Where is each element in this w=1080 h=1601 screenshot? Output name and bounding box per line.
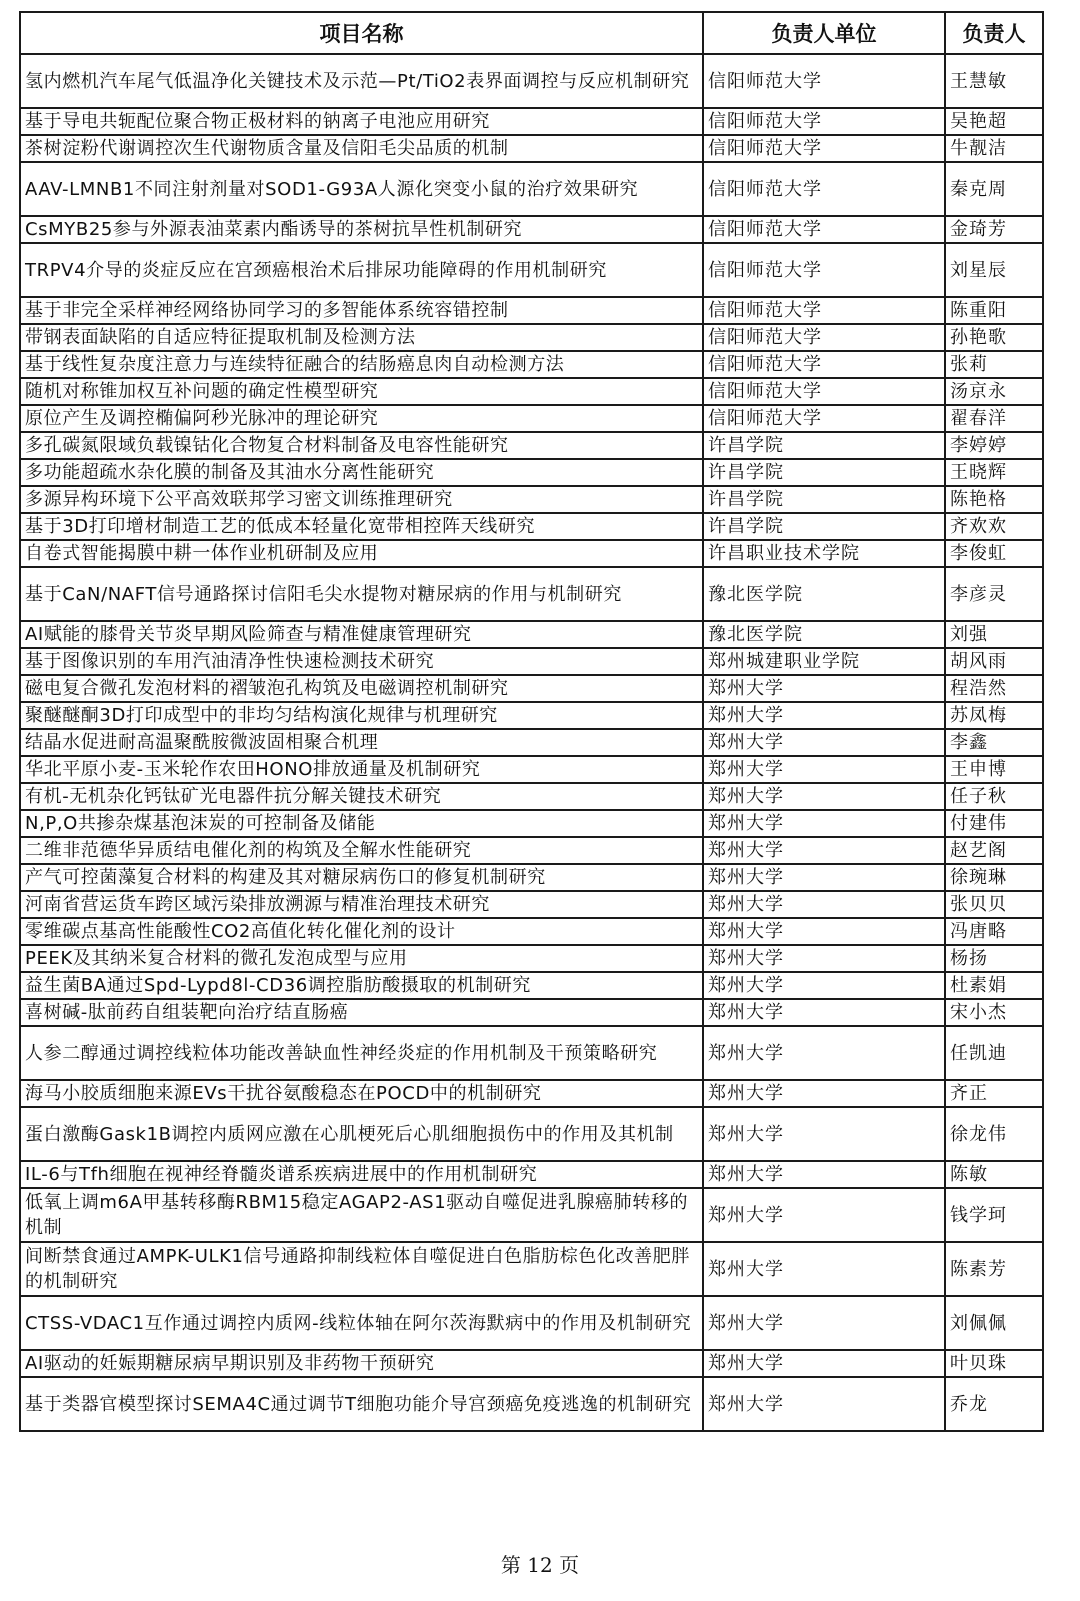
- cell-project-name: TRPV4介导的炎症反应在宫颈癌根治术后排尿功能障碍的作用机制研究: [20, 243, 703, 297]
- table-row: [20, 243, 1043, 297]
- cell-unit: 信阳师范大学: [703, 297, 945, 324]
- cell-unit: 郑州大学: [703, 810, 945, 837]
- table-row: [20, 1026, 1043, 1080]
- table-row: [20, 54, 1043, 108]
- cell-person: 汤京永: [945, 378, 1043, 405]
- cell-unit: 郑州大学: [703, 891, 945, 918]
- cell-unit: 郑州大学: [703, 1161, 945, 1188]
- cell-project-name: 有机-无机杂化钙钛矿光电器件抗分解关键技术研究: [20, 783, 703, 810]
- table-row: [20, 351, 1043, 378]
- cell-project-name: 河南省营运货车跨区域污染排放溯源与精准治理技术研究: [20, 891, 703, 918]
- cell-project-name: 二维非范德华异质结电催化剂的构筑及全解水性能研究: [20, 837, 703, 864]
- cell-unit: 郑州大学: [703, 1188, 945, 1242]
- cell-person: 刘佩佩: [945, 1296, 1043, 1350]
- table-row: [20, 297, 1043, 324]
- cell-unit: 郑州大学: [703, 729, 945, 756]
- cell-person: 杜素娟: [945, 972, 1043, 999]
- table-row: [20, 405, 1043, 432]
- table-row: [20, 135, 1043, 162]
- cell-person: 付建伟: [945, 810, 1043, 837]
- cell-project-name: 基于图像识别的车用汽油清净性快速检测技术研究: [20, 648, 703, 675]
- cell-person: 徐龙伟: [945, 1107, 1043, 1161]
- table-row: [20, 729, 1043, 756]
- cell-person: 宋小杰: [945, 999, 1043, 1026]
- cell-unit: 郑州大学: [703, 918, 945, 945]
- cell-person: 任凯迪: [945, 1026, 1043, 1080]
- cell-unit: 郑州大学: [703, 1107, 945, 1161]
- cell-person: 徐琬琳: [945, 864, 1043, 891]
- table-row: [20, 1107, 1043, 1161]
- table-row: [20, 1242, 1043, 1296]
- cell-project-name: 茶树淀粉代谢调控次生代谢物质含量及信阳毛尖品质的机制: [20, 135, 703, 162]
- cell-project-name: 华北平原小麦-玉米轮作农田HONO排放通量及机制研究: [20, 756, 703, 783]
- table-row: [20, 540, 1043, 567]
- table-row: [20, 324, 1043, 351]
- cell-project-name: N,P,O共掺杂煤基泡沫炭的可控制备及储能: [20, 810, 703, 837]
- cell-unit: 郑州大学: [703, 1296, 945, 1350]
- cell-project-name: PEEK及其纳米复合材料的微孔发泡成型与应用: [20, 945, 703, 972]
- cell-unit: 信阳师范大学: [703, 216, 945, 243]
- cell-unit: 郑州大学: [703, 1350, 945, 1377]
- table-row: [20, 162, 1043, 216]
- cell-person: 刘强: [945, 621, 1043, 648]
- cell-person: 齐欢欢: [945, 513, 1043, 540]
- cell-person: 叶贝珠: [945, 1350, 1043, 1377]
- cell-person: 陈敏: [945, 1161, 1043, 1188]
- cell-person: 李彦灵: [945, 567, 1043, 621]
- header-unit: 负责人单位: [703, 12, 945, 54]
- table-body: [20, 54, 1043, 1431]
- cell-project-name: 多源异构环境下公平高效联邦学习密文训练推理研究: [20, 486, 703, 513]
- cell-person: 苏凤梅: [945, 702, 1043, 729]
- cell-project-name: 基于线性复杂度注意力与连续特征融合的结肠癌息肉自动检测方法: [20, 351, 703, 378]
- table-row: [20, 1161, 1043, 1188]
- cell-unit: 信阳师范大学: [703, 54, 945, 108]
- table-row: [20, 486, 1043, 513]
- cell-unit: 郑州大学: [703, 999, 945, 1026]
- cell-project-name: 基于3D打印增材制造工艺的低成本轻量化宽带相控阵天线研究: [20, 513, 703, 540]
- header-person: 负责人: [945, 12, 1043, 54]
- table-row: [20, 216, 1043, 243]
- project-table: [19, 11, 1044, 1432]
- table-row: [20, 1377, 1043, 1431]
- cell-person: 刘星辰: [945, 243, 1043, 297]
- cell-project-name: 基于类器官模型探讨SEMA4C通过调节T细胞功能介导宫颈癌免疫逃逸的机制研究: [20, 1377, 703, 1431]
- table-row: [20, 108, 1043, 135]
- cell-unit: 郑州大学: [703, 675, 945, 702]
- table-row: [20, 1188, 1043, 1242]
- cell-project-name: 基于CaN/NAFT信号通路探讨信阳毛尖水提物对糖尿病的作用与机制研究: [20, 567, 703, 621]
- cell-project-name: 益生菌BA通过Spd-Lypd8l-CD36调控脂肪酸摄取的机制研究: [20, 972, 703, 999]
- table-row: [20, 810, 1043, 837]
- table-row: [20, 999, 1043, 1026]
- cell-project-name: 多孔碳氮限域负载镍钴化合物复合材料制备及电容性能研究: [20, 432, 703, 459]
- cell-project-name: IL-6与Tfh细胞在视神经脊髓炎谱系疾病进展中的作用机制研究: [20, 1161, 703, 1188]
- cell-unit: 信阳师范大学: [703, 324, 945, 351]
- cell-unit: 许昌学院: [703, 459, 945, 486]
- cell-unit: 信阳师范大学: [703, 243, 945, 297]
- table-row: [20, 567, 1043, 621]
- cell-unit: 许昌职业技术学院: [703, 540, 945, 567]
- cell-project-name: CsMYB25参与外源表油菜素内酯诱导的茶树抗旱性机制研究: [20, 216, 703, 243]
- cell-project-name: 间断禁食通过AMPK-ULK1信号通路抑制线粒体自噬促进白色脂肪棕色化改善肥胖的机制研究: [20, 1242, 703, 1296]
- cell-unit: 豫北医学院: [703, 621, 945, 648]
- cell-unit: 信阳师范大学: [703, 378, 945, 405]
- table-row: [20, 675, 1043, 702]
- cell-unit: 郑州大学: [703, 756, 945, 783]
- cell-person: 翟春洋: [945, 405, 1043, 432]
- cell-person: 王晓辉: [945, 459, 1043, 486]
- table-row: [20, 1080, 1043, 1107]
- cell-unit: 郑州大学: [703, 702, 945, 729]
- cell-person: 牛靓洁: [945, 135, 1043, 162]
- table-row: [20, 702, 1043, 729]
- cell-unit: 郑州大学: [703, 837, 945, 864]
- cell-project-name: 人参二醇通过调控线粒体功能改善缺血性神经炎症的作用机制及干预策略研究: [20, 1026, 703, 1080]
- cell-person: 张莉: [945, 351, 1043, 378]
- cell-project-name: 产气可控菌藻复合材料的构建及其对糖尿病伤口的修复机制研究: [20, 864, 703, 891]
- cell-unit: 许昌学院: [703, 486, 945, 513]
- cell-person: 李俊虹: [945, 540, 1043, 567]
- page-number: 第 12 页: [500, 1553, 580, 1577]
- table-row: [20, 864, 1043, 891]
- cell-unit: 许昌学院: [703, 513, 945, 540]
- cell-person: 齐正: [945, 1080, 1043, 1107]
- cell-person: 孙艳歌: [945, 324, 1043, 351]
- cell-person: 乔龙: [945, 1377, 1043, 1431]
- cell-person: 陈素芳: [945, 1242, 1043, 1296]
- cell-project-name: 基于导电共轭配位聚合物正极材料的钠离子电池应用研究: [20, 108, 703, 135]
- table-row: [20, 918, 1043, 945]
- cell-project-name: 零维碳点基高性能酸性CO2高值化转化催化剂的设计: [20, 918, 703, 945]
- cell-person: 王慧敏: [945, 54, 1043, 108]
- cell-project-name: 喜树碱-肽前药自组装靶向治疗结直肠癌: [20, 999, 703, 1026]
- table-row: [20, 432, 1043, 459]
- cell-project-name: 蛋白激酶Gask1B调控内质网应激在心肌梗死后心肌细胞损伤中的作用及其机制: [20, 1107, 703, 1161]
- cell-project-name: 海马小胶质细胞来源EVs干扰谷氨酸稳态在POCD中的机制研究: [20, 1080, 703, 1107]
- cell-person: 程浩然: [945, 675, 1043, 702]
- cell-unit: 郑州大学: [703, 1242, 945, 1296]
- cell-project-name: AAV-LMNB1不同注射剂量对SOD1-G93A人源化突变小鼠的治疗效果研究: [20, 162, 703, 216]
- cell-person: 王申博: [945, 756, 1043, 783]
- table-row: [20, 1350, 1043, 1377]
- table-row: [20, 837, 1043, 864]
- cell-unit: 郑州大学: [703, 945, 945, 972]
- cell-project-name: 随机对称锥加权互补问题的确定性模型研究: [20, 378, 703, 405]
- cell-person: 张贝贝: [945, 891, 1043, 918]
- cell-project-name: 磁电复合微孔发泡材料的褶皱泡孔构筑及电磁调控机制研究: [20, 675, 703, 702]
- table-row: [20, 756, 1043, 783]
- table-row: [20, 459, 1043, 486]
- cell-project-name: 自卷式智能揭膜中耕一体作业机研制及应用: [20, 540, 703, 567]
- cell-project-name: 低氧上调m6A甲基转移酶RBM15稳定AGAP2-AS1驱动自噬促进乳腺癌肺转移的机制: [20, 1188, 703, 1242]
- cell-person: 冯唐略: [945, 918, 1043, 945]
- cell-project-name: AI赋能的膝骨关节炎早期风险筛查与精准健康管理研究: [20, 621, 703, 648]
- cell-unit: 郑州大学: [703, 864, 945, 891]
- cell-unit: 豫北医学院: [703, 567, 945, 621]
- cell-person: 李鑫: [945, 729, 1043, 756]
- cell-project-name: 原位产生及调控椭偏阿秒光脉冲的理论研究: [20, 405, 703, 432]
- table-row: [20, 891, 1043, 918]
- cell-project-name: AI驱动的妊娠期糖尿病早期识别及非药物干预研究: [20, 1350, 703, 1377]
- cell-unit: 信阳师范大学: [703, 108, 945, 135]
- table-row: [20, 972, 1043, 999]
- cell-unit: 信阳师范大学: [703, 405, 945, 432]
- header-project-name: 项目名称: [20, 12, 703, 54]
- cell-unit: 许昌学院: [703, 432, 945, 459]
- table-row: [20, 648, 1043, 675]
- cell-unit: 郑州大学: [703, 1026, 945, 1080]
- cell-unit: 信阳师范大学: [703, 162, 945, 216]
- table-header-row: [20, 12, 1043, 54]
- cell-person: 李婷婷: [945, 432, 1043, 459]
- table-row: [20, 621, 1043, 648]
- table-row: [20, 378, 1043, 405]
- cell-unit: 郑州大学: [703, 1080, 945, 1107]
- cell-person: 杨扬: [945, 945, 1043, 972]
- cell-project-name: CTSS-VDAC1互作通过调控内质网-线粒体轴在阿尔茨海默病中的作用及机制研究: [20, 1296, 703, 1350]
- cell-unit: 信阳师范大学: [703, 135, 945, 162]
- cell-project-name: 聚醚醚酮3D打印成型中的非均匀结构演化规律与机理研究: [20, 702, 703, 729]
- cell-unit: 郑州城建职业学院: [703, 648, 945, 675]
- cell-person: 任子秋: [945, 783, 1043, 810]
- cell-project-name: 结晶水促进耐高温聚酰胺微波固相聚合机理: [20, 729, 703, 756]
- cell-project-name: 基于非完全采样神经网络协同学习的多智能体系统容错控制: [20, 297, 703, 324]
- cell-person: 胡风雨: [945, 648, 1043, 675]
- cell-person: 赵艺阁: [945, 837, 1043, 864]
- cell-unit: 信阳师范大学: [703, 351, 945, 378]
- cell-person: 钱学珂: [945, 1188, 1043, 1242]
- table-row: [20, 945, 1043, 972]
- cell-person: 吴艳超: [945, 108, 1043, 135]
- table-row: [20, 513, 1043, 540]
- cell-project-name: 氢内燃机汽车尾气低温净化关键技术及示范—Pt/TiO2表界面调控与反应机制研究: [20, 54, 703, 108]
- cell-person: 金琦芳: [945, 216, 1043, 243]
- cell-project-name: 多功能超疏水杂化膜的制备及其油水分离性能研究: [20, 459, 703, 486]
- cell-person: 陈重阳: [945, 297, 1043, 324]
- cell-unit: 郑州大学: [703, 972, 945, 999]
- table-row: [20, 1296, 1043, 1350]
- cell-person: 陈艳格: [945, 486, 1043, 513]
- cell-unit: 郑州大学: [703, 1377, 945, 1431]
- table-row: [20, 783, 1043, 810]
- cell-unit: 郑州大学: [703, 783, 945, 810]
- cell-project-name: 带钢表面缺陷的自适应特征提取机制及检测方法: [20, 324, 703, 351]
- cell-person: 秦克周: [945, 162, 1043, 216]
